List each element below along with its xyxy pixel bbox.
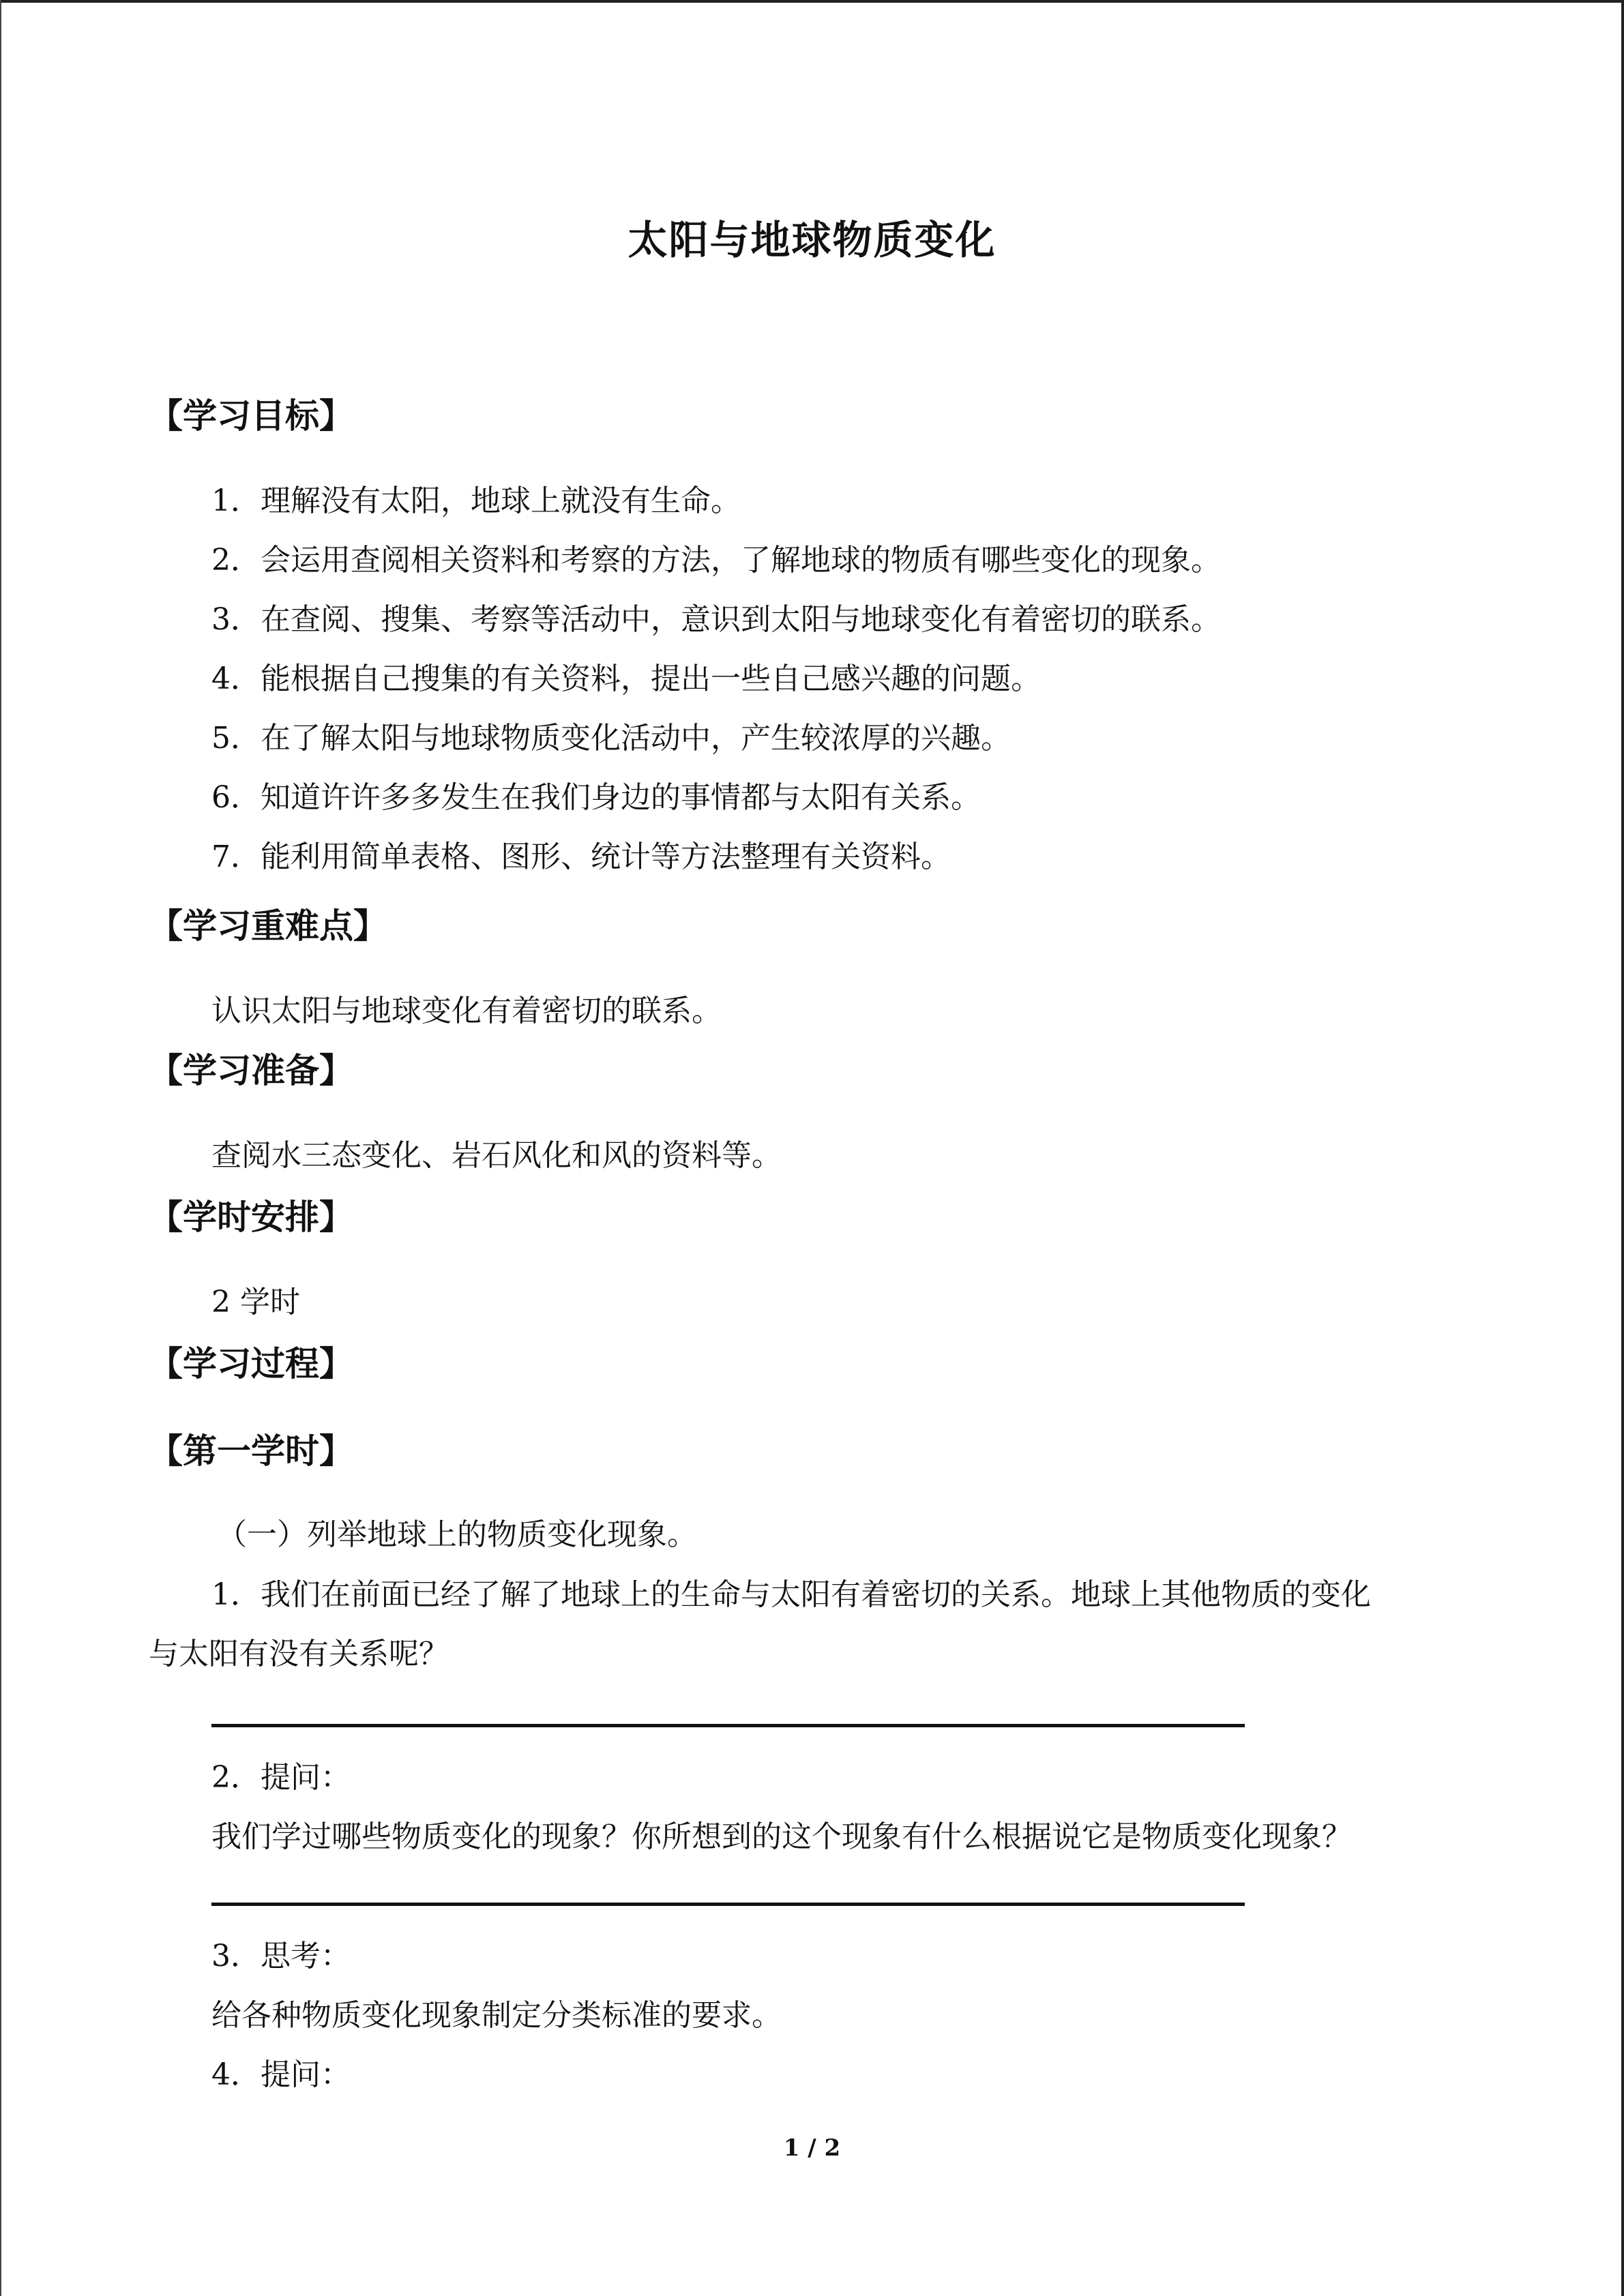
document-title: 太阳与地球物质变化	[628, 217, 996, 263]
page-border-top	[0, 0, 1624, 3]
answer-line	[211, 1724, 1245, 1727]
question-four-label: 4．提问：	[211, 2057, 351, 2092]
question-three-text: 给各种物质变化现象制定分类标准的要求。	[211, 1998, 782, 2033]
page-border-left	[0, 0, 1, 2296]
answer-line	[211, 1903, 1245, 1906]
objective-item: 6．知道许许多多发生在我们身边的事情都与太阳有关系。	[211, 780, 981, 815]
objectives-heading: 【学习目标】	[149, 396, 353, 436]
objective-item: 3．在查阅、搜集、考察等活动中，意识到太阳与地球变化有着密切的联系。	[211, 602, 1221, 637]
objective-item: 7．能利用简单表格、图形、统计等方法整理有关资料。	[211, 839, 951, 874]
question-one-line-2: 与太阳有没有关系呢？	[149, 1637, 449, 1671]
page-number: 1 / 2	[783, 2134, 841, 2162]
preparation-heading: 【学习准备】	[149, 1050, 353, 1090]
process-heading: 【学习过程】	[149, 1343, 353, 1384]
objective-item: 5．在了解太阳与地球物质变化活动中，产生较浓厚的兴趣。	[211, 721, 1011, 756]
key-points-heading: 【学习重难点】	[149, 906, 387, 946]
first-period-heading: 【第一学时】	[149, 1431, 353, 1471]
part-one-title: （一）列举地球上的物质变化现象。	[217, 1517, 697, 1552]
preparation-text: 查阅水三态变化、岩石风化和风的资料等。	[211, 1138, 782, 1173]
question-two-label: 2．提问：	[211, 1760, 351, 1795]
page-border-right	[1621, 0, 1624, 2296]
schedule-text: 2 学时	[211, 1285, 300, 1320]
objective-item: 1．理解没有太阳，地球上就没有生命。	[211, 483, 741, 518]
question-three-label: 3．思考：	[211, 1939, 351, 1973]
schedule-heading: 【学时安排】	[149, 1197, 353, 1237]
objective-item: 4．能根据自己搜集的有关资料，提出一些自己感兴趣的问题。	[211, 661, 1041, 696]
question-one-line-1: 1．我们在前面已经了解了地球上的生命与太阳有着密切的关系。地球上其他物质的变化	[211, 1577, 1371, 1612]
objective-item: 2．会运用查阅相关资料和考察的方法，了解地球的物质有哪些变化的现象。	[211, 543, 1221, 578]
key-points-text: 认识太阳与地球变化有着密切的联系。	[211, 994, 722, 1028]
question-two-text: 我们学过哪些物质变化的现象？你所想到的这个现象有什么根据说它是物质变化现象？	[211, 1819, 1352, 1854]
